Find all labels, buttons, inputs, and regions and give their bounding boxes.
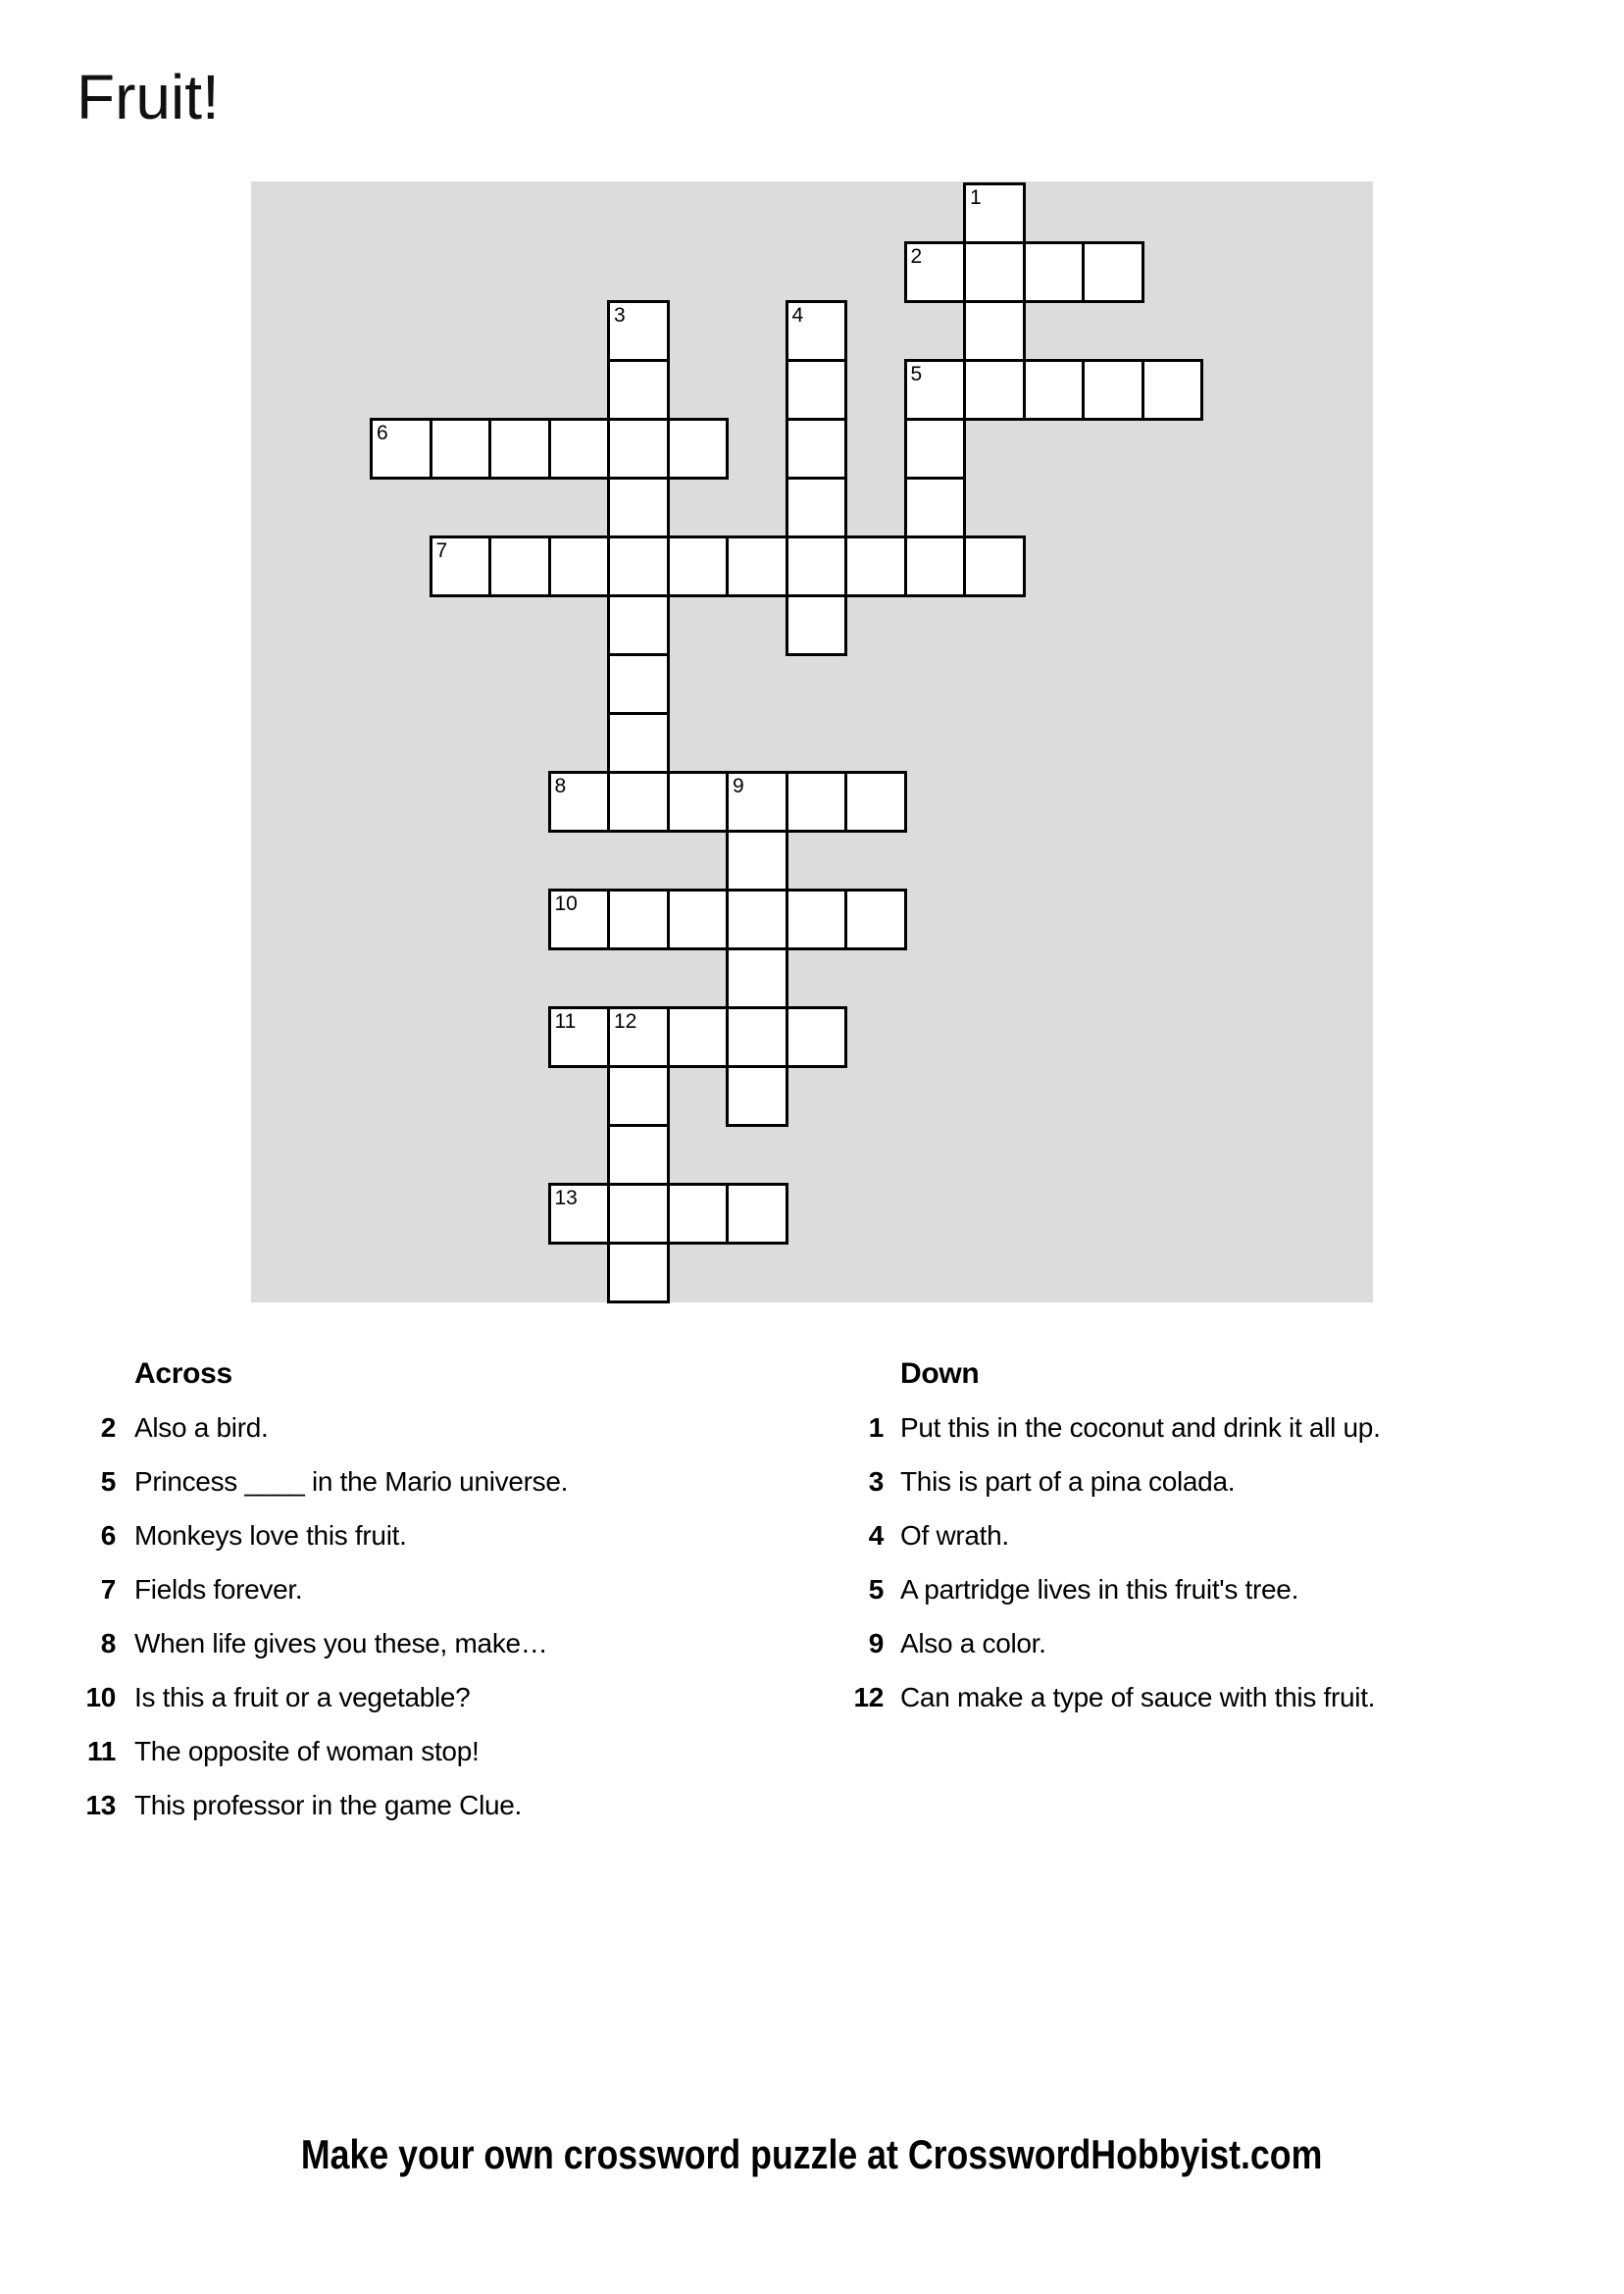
- cell-number: 8: [554, 775, 567, 797]
- grid-cell[interactable]: [667, 535, 730, 597]
- grid-cell[interactable]: [607, 889, 670, 950]
- grid-cell[interactable]: [430, 418, 492, 480]
- cell-number: 6: [377, 422, 388, 444]
- clue-number: 9: [868, 1628, 884, 1658]
- clue-number: 5: [100, 1466, 116, 1497]
- grid-cell[interactable]: [786, 300, 848, 362]
- grid-cell[interactable]: [607, 1124, 670, 1186]
- cell-number: 10: [554, 892, 578, 915]
- clue-text: A partridge lives in this fruit's tree.: [900, 1574, 1299, 1605]
- grid-cell[interactable]: [548, 535, 611, 597]
- grid-cell[interactable]: [726, 771, 788, 833]
- grid-cell[interactable]: [904, 477, 967, 538]
- footer: [0, 2130, 1624, 2189]
- grid-cell[interactable]: [1082, 359, 1144, 421]
- grid-cell[interactable]: [488, 418, 551, 480]
- clue-row: [61, 1562, 806, 1616]
- grid-cell[interactable]: [786, 889, 848, 950]
- clue-row: [61, 1454, 806, 1508]
- grid-cell[interactable]: [786, 359, 848, 421]
- grid-cell[interactable]: [844, 771, 907, 833]
- grid-cell[interactable]: [786, 535, 848, 597]
- clue-text: Also a bird.: [134, 1412, 269, 1443]
- grid-cell[interactable]: [786, 594, 848, 656]
- grid-cell[interactable]: [904, 241, 967, 303]
- grid-cell[interactable]: [726, 947, 788, 1009]
- grid-cell[interactable]: [844, 889, 907, 950]
- grid-cell[interactable]: [786, 1006, 848, 1068]
- cell-number: 9: [733, 775, 744, 797]
- clue-text: Also a color.: [900, 1628, 1046, 1658]
- grid-cell[interactable]: [607, 712, 670, 774]
- clue-row: [61, 1778, 806, 1832]
- page-title: Fruit!: [76, 62, 220, 132]
- grid-cell[interactable]: [963, 182, 1026, 244]
- clue-row: [61, 1724, 806, 1778]
- grid-cell[interactable]: [786, 771, 848, 833]
- grid-cell[interactable]: [726, 1183, 788, 1245]
- clue-number: 13: [85, 1790, 116, 1820]
- grid-cell[interactable]: [607, 594, 670, 656]
- grid-cell[interactable]: [548, 1183, 611, 1245]
- clue-number: 4: [868, 1520, 884, 1551]
- grid-cell[interactable]: [548, 418, 611, 480]
- clue-row: [61, 1616, 806, 1670]
- grid-cell[interactable]: [607, 477, 670, 538]
- grid-cell[interactable]: [726, 889, 788, 950]
- clue-row: [829, 1401, 1603, 1454]
- clue-text: Is this a fruit or a vegetable?: [134, 1682, 471, 1712]
- grid-cell[interactable]: [1023, 241, 1086, 303]
- grid-cell[interactable]: [963, 359, 1026, 421]
- grid-cell[interactable]: [844, 535, 907, 597]
- grid-cell[interactable]: [963, 300, 1026, 362]
- grid-cell[interactable]: [963, 535, 1026, 597]
- grid-cell[interactable]: [430, 535, 492, 597]
- grid-cell[interactable]: [726, 535, 788, 597]
- clue-number: 3: [868, 1466, 884, 1497]
- clue-row: [829, 1454, 1603, 1508]
- down-clue-list: [829, 1401, 1603, 1724]
- grid-cell[interactable]: [904, 535, 967, 597]
- grid-cell[interactable]: [607, 1065, 670, 1127]
- clue-row: [829, 1670, 1603, 1724]
- grid-cell[interactable]: [607, 771, 670, 833]
- grid-cell[interactable]: [786, 477, 848, 538]
- grid-cell[interactable]: [667, 418, 730, 480]
- grid-cell[interactable]: [548, 889, 611, 950]
- grid-cell[interactable]: [607, 418, 670, 480]
- grid-cell[interactable]: [607, 535, 670, 597]
- across-heading: Across: [134, 1357, 232, 1390]
- cell-number: 1: [970, 186, 982, 209]
- clue-number: 6: [100, 1520, 116, 1551]
- clue-row: [829, 1616, 1603, 1670]
- clue-number: 5: [868, 1574, 884, 1605]
- grid-cell[interactable]: [667, 889, 730, 950]
- clue-text: Can make a type of sauce with this fruit.: [900, 1682, 1376, 1712]
- clue-text: Fields forever.: [134, 1574, 303, 1605]
- clue-number: 1: [868, 1412, 884, 1443]
- crossword-grid: [251, 181, 1373, 1302]
- grid-cell[interactable]: [607, 1242, 670, 1303]
- clue-number: 2: [100, 1412, 116, 1443]
- clue-text: When life gives you these, make…: [134, 1628, 548, 1658]
- clue-number: 12: [853, 1682, 884, 1712]
- clue-row: [829, 1562, 1603, 1616]
- cell-number: 5: [910, 363, 923, 385]
- clue-row: [829, 1508, 1603, 1562]
- down-heading: Down: [900, 1357, 980, 1390]
- clue-text: Princess ____ in the Mario universe.: [134, 1466, 569, 1497]
- grid-cell[interactable]: [370, 418, 432, 480]
- across-clues-section: [61, 1347, 806, 1832]
- footer-text: Make your own crossword puzzle at CrosswordHobbyist.com: [301, 2131, 1323, 2177]
- grid-cell[interactable]: [607, 359, 670, 421]
- cell-number: 12: [614, 1010, 637, 1033]
- down-clues-section: [829, 1347, 1603, 1724]
- cell-number: 13: [554, 1187, 578, 1209]
- grid-cell[interactable]: [904, 359, 967, 421]
- grid-cell[interactable]: [904, 418, 967, 480]
- cell-number: 2: [910, 245, 923, 268]
- clue-number: 8: [100, 1628, 116, 1658]
- grid-cell[interactable]: [488, 535, 551, 597]
- grid-cell[interactable]: [667, 1183, 730, 1245]
- grid-cell[interactable]: [726, 830, 788, 892]
- grid-cell[interactable]: [667, 771, 730, 833]
- grid-cell[interactable]: [1023, 359, 1086, 421]
- cell-number: 3: [614, 304, 626, 327]
- grid-cell[interactable]: [607, 1006, 670, 1068]
- across-clue-list: [61, 1401, 806, 1832]
- grid-cell[interactable]: [1082, 241, 1144, 303]
- grid-cell[interactable]: [607, 653, 670, 715]
- grid-cell[interactable]: [786, 418, 848, 480]
- grid-cell[interactable]: [726, 1006, 788, 1068]
- clue-text: Monkeys love this fruit.: [134, 1520, 407, 1551]
- grid-cell[interactable]: [667, 1006, 730, 1068]
- clue-text: This professor in the game Clue.: [134, 1790, 523, 1820]
- clue-number: 11: [87, 1736, 116, 1766]
- clue-row: [61, 1670, 806, 1724]
- grid-cell[interactable]: [548, 1006, 611, 1068]
- clue-text: This is part of a pina colada.: [900, 1466, 1236, 1497]
- cell-number: 4: [791, 304, 804, 327]
- grid-cell[interactable]: [1142, 359, 1204, 421]
- grid-cell[interactable]: [607, 1183, 670, 1245]
- grid-cell[interactable]: [726, 1065, 788, 1127]
- clue-text: Of wrath.: [900, 1520, 1009, 1551]
- clue-text: Put this in the coconut and drink it all up.: [900, 1412, 1381, 1443]
- clue-text: The opposite of woman stop!: [134, 1736, 480, 1766]
- clue-number: 7: [100, 1574, 116, 1605]
- clue-row: [61, 1508, 806, 1562]
- cell-number: 7: [435, 539, 448, 562]
- grid-cell[interactable]: [548, 771, 611, 833]
- grid-cell[interactable]: [607, 300, 670, 362]
- clue-number: 10: [85, 1682, 116, 1712]
- cell-number: 11: [554, 1010, 577, 1033]
- grid-cell[interactable]: [963, 241, 1026, 303]
- clue-row: [61, 1401, 806, 1454]
